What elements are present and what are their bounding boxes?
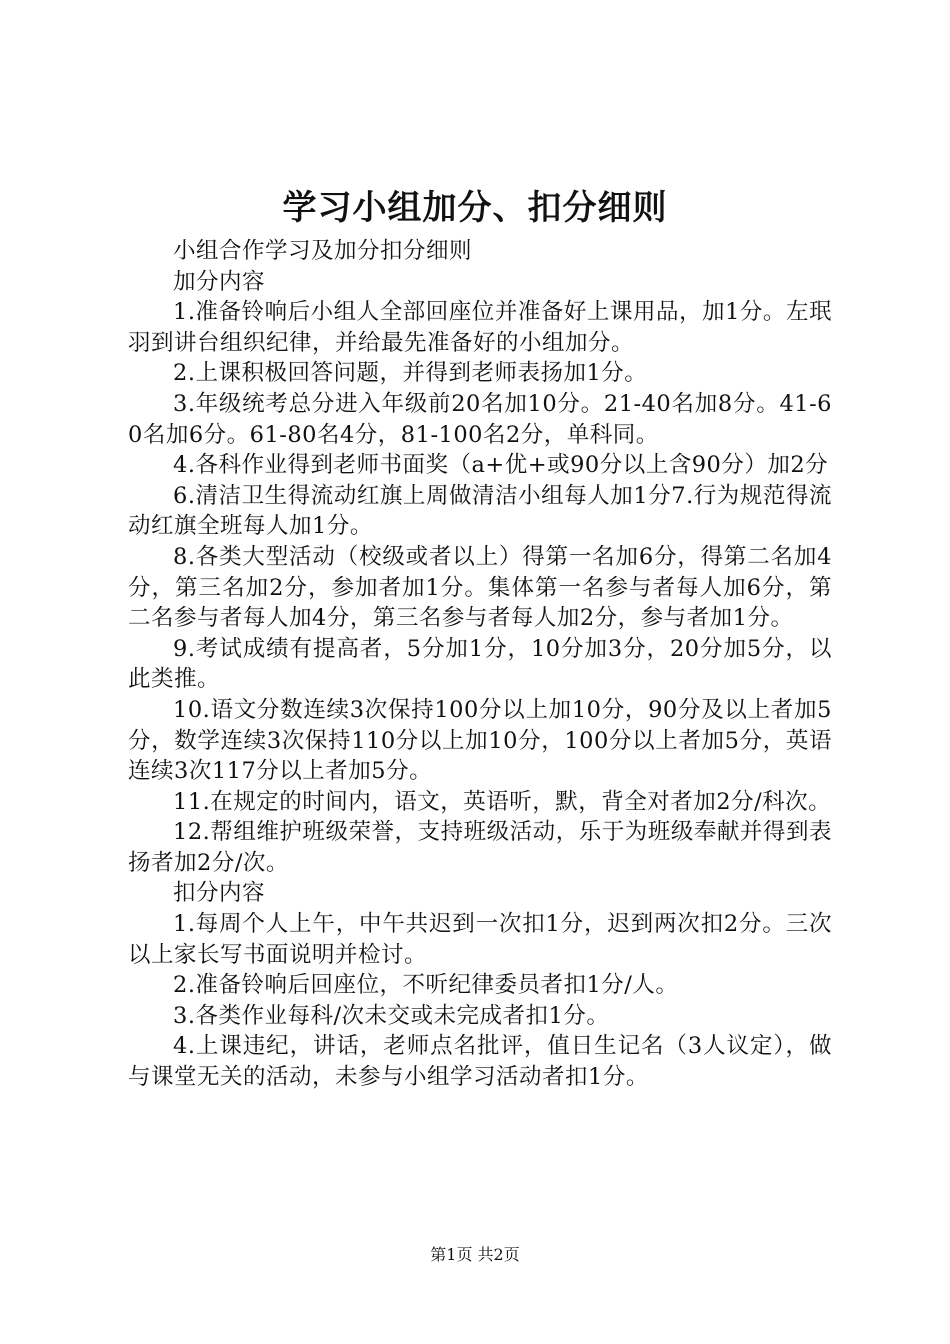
paragraph: 1.每周个人上午，中午共迟到一次扣1分，迟到两次扣2分。三次以上家长写书面说明并检讨。 — [128, 911, 832, 968]
paragraph: 3.年级统考总分进入年级前20名加10分。21-40名加8分。41-60名加6分。61-80名4分，81-100名2分，单科同。 — [128, 390, 832, 448]
paragraph: 11.在规定的时间内，语文，英语听，默，背全对者加2分/科次。 — [173, 788, 832, 815]
paragraph: 6.清洁卫生得流动红旗上周做清洁小组每人加1分7.行为规范得流动红旗全班每人加1分。 — [128, 482, 832, 540]
paragraph: 2.上课积极回答问题，并得到老师表扬加1分。 — [173, 360, 648, 387]
document-body — [128, 236, 832, 1093]
paragraph: 2.准备铃响后回座位，不听纪律委员者扣1分/人。 — [173, 972, 679, 999]
paragraph: 1.准备铃响后小组人全部回座位并准备好上课用品，加1分。左珉羽到讲台组织纪律，并给最先准备好的小组加分。 — [128, 299, 832, 356]
paragraph: 10.语文分数连续3次保持100分以上加10分，90分及以上者加5分，数学连续3次保持110分以上加10分，100分以上者加5分，英语连续3次117分以上者加5分。 — [128, 696, 832, 785]
paragraph: 3.各类作业每科/次未交或未完成者扣1分。 — [173, 1002, 610, 1029]
paragraph: 4.上课违纪，讲话，老师点名批评，值日生记名（3人议定），做与课堂无关的活动，未参与小组学习活动者扣1分。 — [128, 1033, 832, 1091]
paragraph: 9.考试成绩有提高者，5分加1分，10分加3分，20分加5分，以此类推。 — [128, 635, 832, 693]
paragraph: 4.各科作业得到老师书面奖（a+优+或90分以上含90分）加2分 — [173, 452, 829, 479]
paragraph-subtitle: 小组合作学习及加分扣分细则 — [173, 238, 473, 264]
page-footer: 第1页 共2页 — [430, 1245, 520, 1264]
document-title: 学习小组加分、扣分细则 — [282, 188, 668, 228]
paragraph: 8.各类大型活动（校级或者以上）得第一名加6分，得第二名加4分，第三名加2分，参加者加1分。集体第一名参与者每人加6分，第二名参与者每人加4分，第三名参与者每人加2分，参与者加1分。 — [128, 543, 832, 632]
paragraph: 12.帮组维护班级荣誉，支持班级活动，乐于为班级奉献并得到表扬者加2分/次。 — [128, 819, 832, 876]
section-heading-deduction: 扣分内容 — [173, 880, 266, 907]
section-heading-bonus: 加分内容 — [173, 268, 266, 295]
